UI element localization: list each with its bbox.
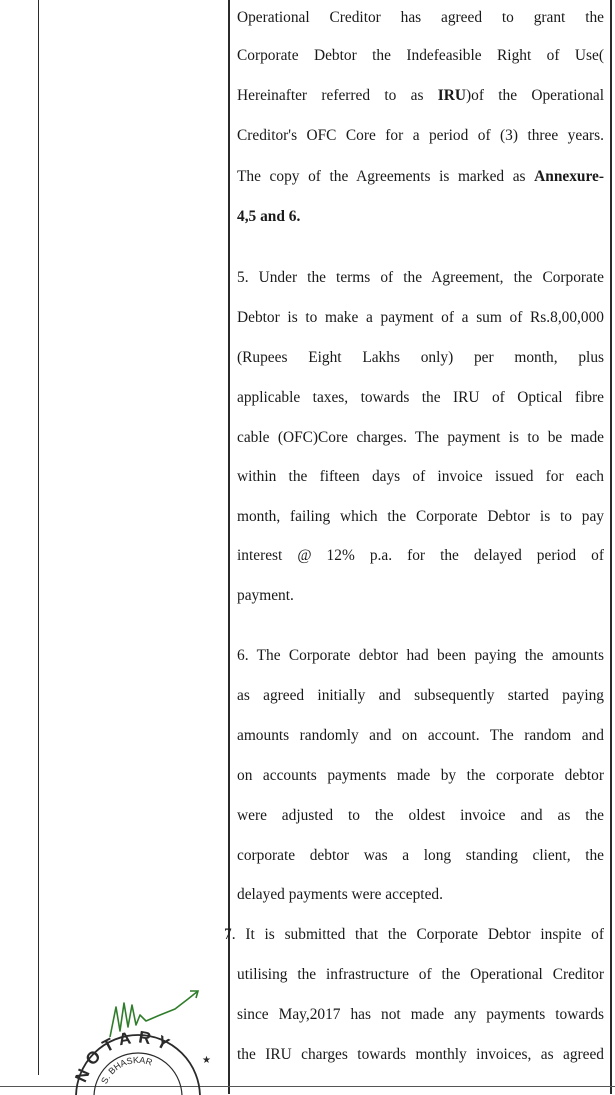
bold-term: IRU <box>437 87 466 104</box>
svg-text:NOTARY <box>71 1027 177 1084</box>
right-margin-rule <box>610 0 612 1094</box>
text-line: corporate debtor was a long standing client, the <box>237 847 604 864</box>
text-line: Corporate Debtor the Indefeasible Right of Use( <box>237 47 604 64</box>
text-line: interest @ 12% p.a. for the delayed period of <box>237 547 604 564</box>
text-line: within the fifteen days of invoice issued for each <box>237 468 604 485</box>
left-margin-rule <box>38 0 39 1075</box>
text-line: delayed payments were accepted. <box>237 886 443 903</box>
text-line: Hereinafter referred to as IRU)of the Operational <box>237 87 605 104</box>
notary-stamp <box>60 985 230 1095</box>
text-line: 7. It is submitted that the Corporate Debtor inspite of <box>224 926 604 943</box>
stamp-name: S. BHASKAR <box>99 1054 154 1086</box>
stamp-title: NOTARY <box>71 1027 178 1085</box>
text-line: The copy of the Agreements is marked as Annexure- <box>237 168 604 185</box>
text-line: payment. <box>237 587 294 604</box>
text-line: were adjusted to the oldest invoice and as the <box>237 807 604 824</box>
text-line: (Rupees Eight Lakhs only) per month, plus <box>237 349 604 366</box>
text-line: on accounts payments made by the corporate debtor <box>237 767 604 784</box>
text-line: Operational Creditor has agreed to grant the <box>237 9 604 26</box>
text-line: amounts randomly and on account. The random and <box>237 727 604 744</box>
text-line: applicable taxes, towards the IRU of Optical fibre <box>237 389 604 406</box>
text-line: the IRU charges towards monthly invoices, as agreed <box>237 1046 604 1063</box>
bold-term: Annexure- <box>534 168 604 185</box>
text-line: Debtor is to make a payment of a sum of Rs.8,00,000 <box>237 309 604 326</box>
text-line: cable (OFC)Core charges. The payment is to be made <box>237 429 604 446</box>
stamp-star-icon: ★ <box>202 1055 211 1066</box>
text-line: 5. Under the terms of the Agreement, the Corporate <box>237 269 604 286</box>
text-line: since May,2017 has not made any payments towards <box>237 1006 604 1023</box>
text-line: 4,5 and 6. <box>237 208 301 225</box>
svg-text:S. BHASKAR <box>99 1055 154 1085</box>
text-line: as agreed initially and subsequently started paying <box>237 687 604 704</box>
text-line: utilising the infrastructure of the Operational Creditor <box>237 966 604 983</box>
text-line: month, failing which the Corporate Debtor is to pay <box>237 508 604 525</box>
text-line: Creditor's OFC Core for a period of (3) three years. <box>237 127 604 144</box>
text-line: 6. The Corporate debtor had been paying the amounts <box>237 647 604 664</box>
